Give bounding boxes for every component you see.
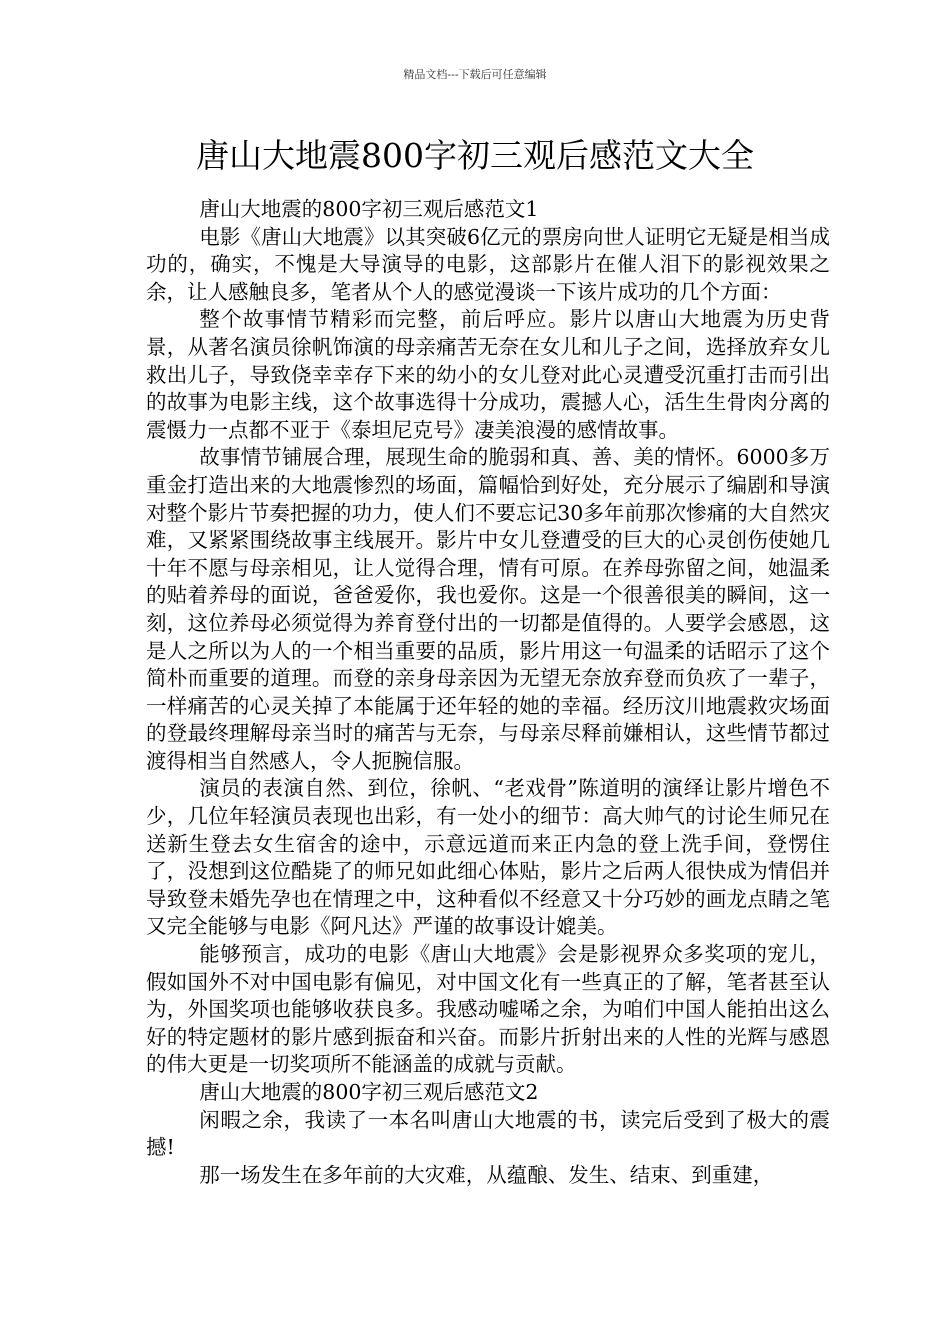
- paragraph: 故事情节铺展合理，展现生命的脆弱和真、善、美的情怀。6000多万重金打造出来的大地震惨烈的场面，篇幅恰到好处，充分展示了编剧和导演对整个影片节奏把握的功力，使人们不要忘记30多年前那次惨痛的大自然灾难，又紧紧围绕故事主线展开。影片中女儿登遭受的巨大的心灵创伤使她几十年不愿与母亲相见，让人觉得合理，情有可原。在养母弥留之间，她温柔的贴着养母的面说，爸爸爱你，我也爱你。这是一个很善很美的瞬间，这一刻，这位养母必须觉得为养育登付出的一切都是值得的。人要学会感恩，这是人之所以为人的一个相当重要的品质，影片用这一句温柔的话昭示了这个简朴而重要的道理。而登的亲身母亲因为无望无奈放弃登而负疚了一辈子，一样痛苦的心灵关掉了本能属于还年轻的她的幸福。经历汶川地震救灾场面的登最终理解母亲当时的痛苦与无奈，与母亲尽释前嫌相认，这些情节都过渡得相当自然感人，令人扼腕信服。: [146, 445, 830, 773]
- paragraph: 那一场发生在多年前的大灾难，从蕴酿、发生、结束、到重建，: [199, 1162, 774, 1187]
- paragraph: 能够预言，成功的电影《唐山大地震》会是影视界众多奖项的宠儿，假如国外不对中国电影有偏见，对中国文化有一些真正的了解，笔者甚至认为，外国奖项也能够收获良多。我感动嘘唏之余，为咱们中国人能拍出这么好的特定题材的影片感到振奋和兴奋。而影片折射出来的人性的光辉与感恩的伟大更是一切奖项所不能涵盖的成就与贡献。: [146, 942, 830, 1077]
- paragraph: 演员的表演自然、到位，徐帆、“老戏骨”陈道明的演绎让影片增色不少，几位年轻演员表现也出彩，有一处小的细节：高大帅气的讨论生师兄在送新生登去女生宿舍的途中，示意远道而来正内急的登上洗手间，登愣住了，没想到这位酷毙了的师兄如此细心体贴，影片之后两人很快成为情侣并导致登未婚先孕也在情理之中，这种看似不经意又十分巧妙的画龙点睛之笔又完全能够与电影《阿凡达》严谨的故事设计媲美。: [146, 776, 830, 939]
- paragraph: 电影《唐山大地震》以其突破6亿元的票房向世人证明它无疑是相当成功的，确实，不愧是大导演导的电影，这部影片在催人泪下的影视效果之余，让人感触良多，笔者从个人的感觉漫谈一下该片成功的几个方面：: [146, 224, 830, 304]
- document-title: 唐山大地震800字初三观后感范文大全: [196, 136, 754, 175]
- paragraph: 闲暇之余，我读了一本名叫唐山大地震的书，读完后受到了极大的震撼!: [146, 1107, 830, 1160]
- paragraph: 整个故事情节精彩而完整，前后呼应。影片以唐山大地震为历史背景，从著名演员徐帆饰演的母亲痛苦无奈在女儿和儿子之间，选择放弃女儿救出儿子，导致侥幸幸存下来的幼小的女儿登对此心灵遭受沉重打击而引出的故事为电影主线，这个故事选得十分成功，震撼人心，活生生骨肉分离的震慑力一点都不亚于《泰坦尼克号》凄美浪漫的感情故事。: [146, 307, 830, 442]
- section-heading: 唐山大地震的800字初三观后感范文2: [199, 1080, 539, 1104]
- section-heading: 唐山大地震的800字初三观后感范文1: [199, 197, 539, 221]
- document-body: [146, 196, 830, 1189]
- page-header: 精品文档---下载后可任意编辑: [403, 68, 547, 81]
